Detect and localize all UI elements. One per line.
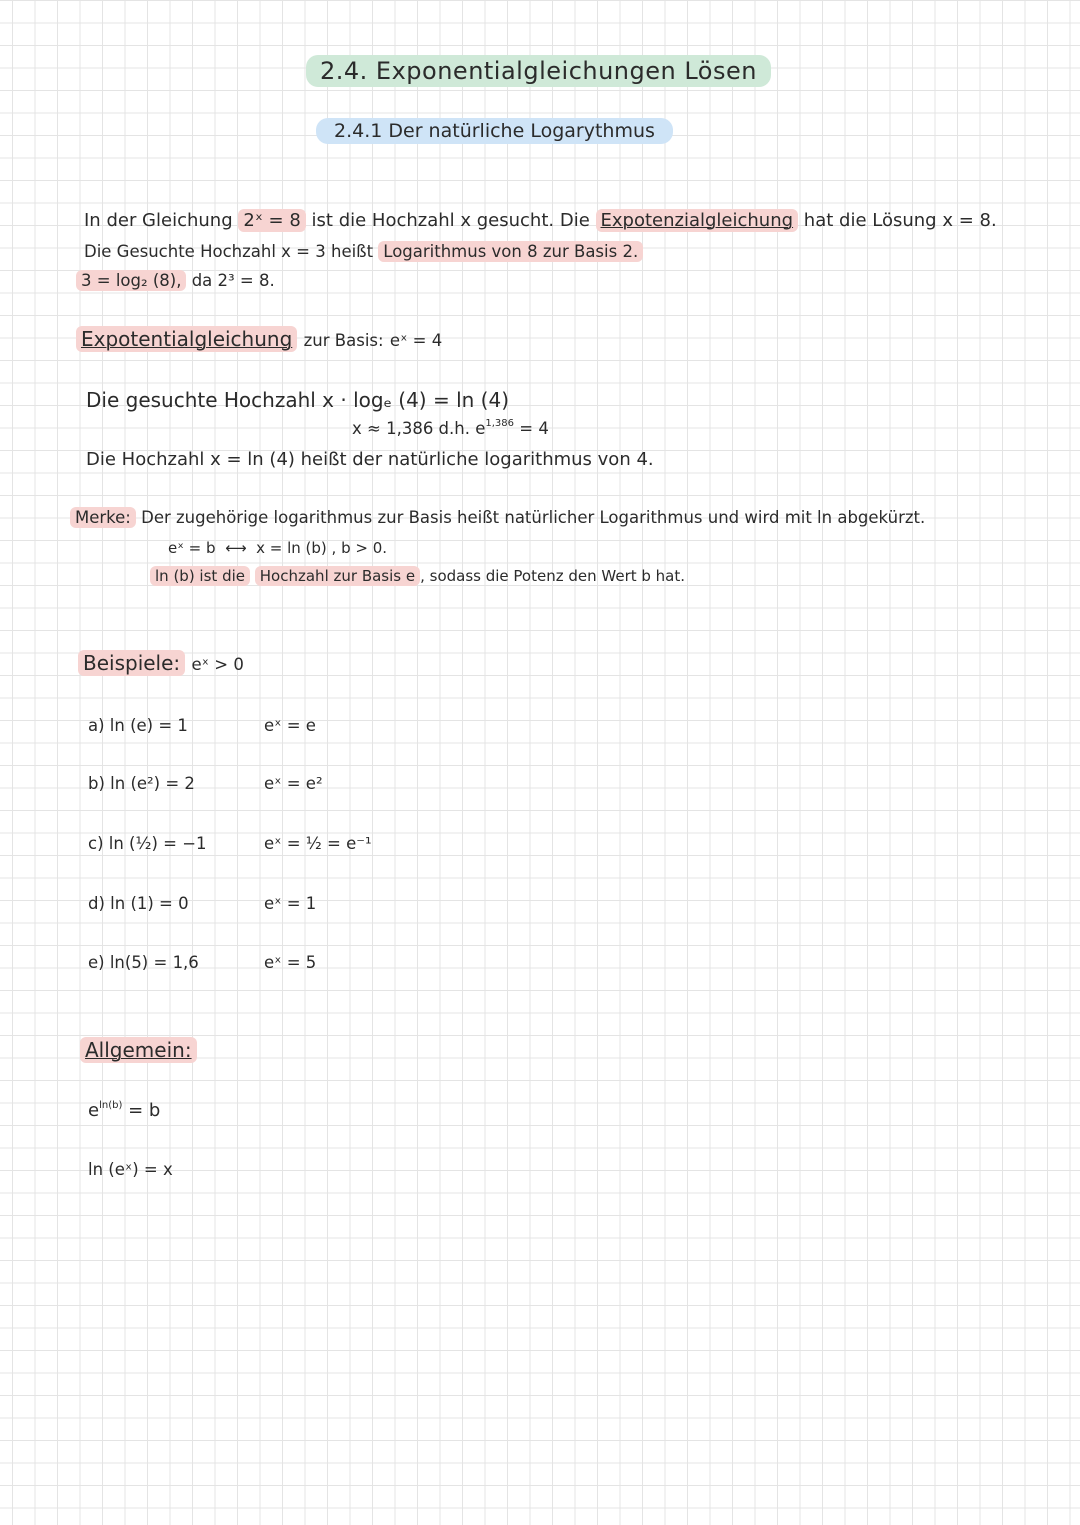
general-formula-1: $e^{ln(b)} = b$ [88,1100,161,1121]
example-d-right: eˣ = 1 [264,894,317,913]
general-heading: Allgemein: [80,1038,197,1062]
example-a-right: eˣ = e [264,716,316,735]
examples-heading: Beispiele: eˣ > 0 [78,651,244,675]
merke-line: Merke: Der zugehörige logarithmus zur Basis heißt natürlicher Logarithmus und wird mit ln abgekürzt. [70,508,925,527]
double-arrow-icon: ⟷ [225,539,247,557]
equation-highlight: 2ˣ = 8 [238,209,305,232]
definition-highlight: Hochzahl zur Basis e [255,566,420,586]
log-equation-highlight: 3 = log₂ (8), [76,270,186,291]
general-formula-2: ln (eˣ) = x [88,1160,173,1179]
term-highlight: Expotenzialgleichung [596,209,799,232]
intro-line-3: 3 = log₂ (8), da 2³ = 8. [76,271,275,290]
merke-definition: ln (b) ist die Hochzahl zur Basis e , sodass die Potenz den Wert b hat. [150,567,685,585]
intro-line-1: In der Gleichung 2ˣ = 8 ist die Hochzahl x gesucht. Die Expotenzialgleichung hat die Lösung x = 8. [84,210,997,231]
section-line-2: x ≈ 1,386 d.h. $e^{1,386} = 4$ [352,418,549,438]
example-a-left: a) ln (e) = 1 [88,716,188,735]
section-heading: Expotentialgleichung zur Basis: eˣ = 4 [76,327,442,351]
page-title: 2.4. Exponentialgleichungen Lösen [306,55,771,87]
section-line-1: Die gesuchte Hochzahl x · logₑ (4) = ln (4) [86,388,509,412]
section-line-3: Die Hochzahl x = ln (4) heißt der natürliche logarithmus von 4. [86,449,654,470]
intro-line-2: Die Gesuchte Hochzahl x = 3 heißt Logarithmus von 8 zur Basis 2. [84,242,643,261]
logarithm-highlight: Logarithmus von 8 zur Basis 2. [378,241,643,262]
example-e-left: e) ln(5) = 1,6 [88,953,199,972]
example-c-right: eˣ = ½ = e⁻¹ [264,834,372,853]
section-subtitle: 2.4.1 Der natürliche Logarythmus [316,118,673,144]
example-c-left: c) ln (½) = −1 [88,834,207,853]
example-b-left: b) ln (e²) = 2 [88,774,195,793]
example-e-right: eˣ = 5 [264,953,317,972]
example-d-left: d) ln (1) = 0 [88,894,189,913]
merke-rule: eˣ = b ⟷ x = ln (b) , b > 0. [168,539,388,557]
merke-label: Merke: [70,507,136,528]
example-b-right: eˣ = e² [264,774,323,793]
